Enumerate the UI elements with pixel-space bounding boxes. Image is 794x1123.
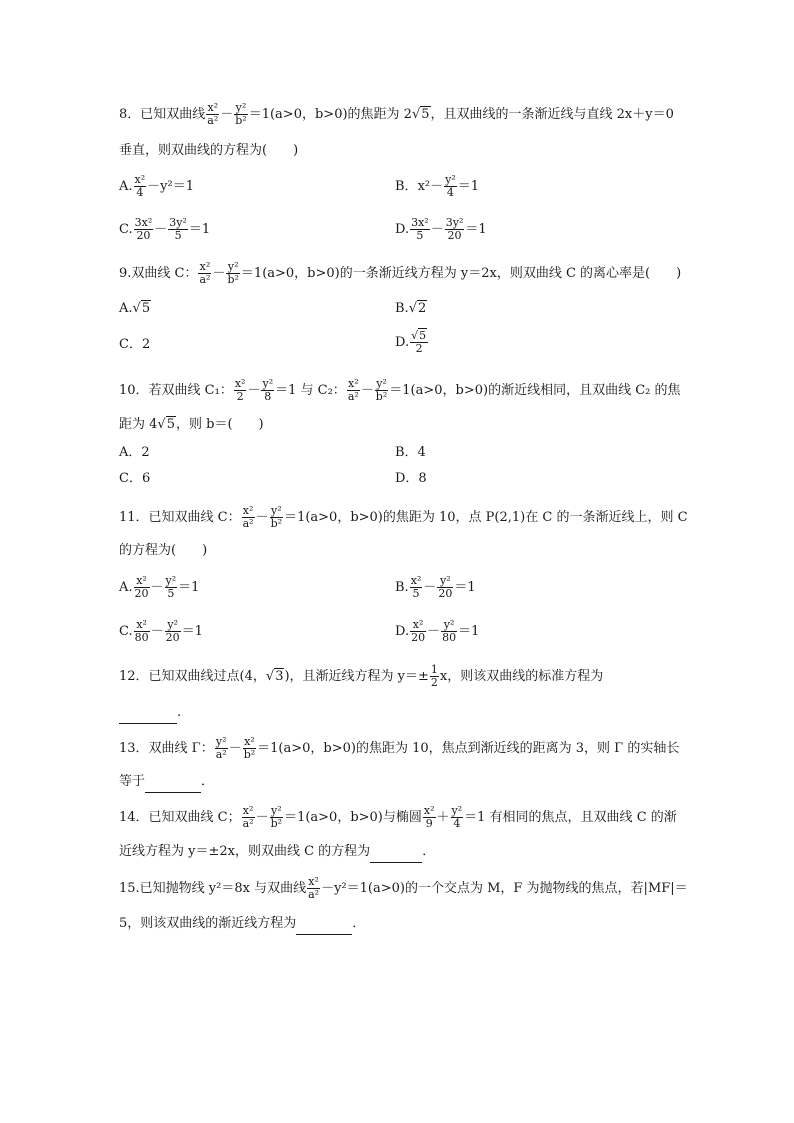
q8-line1: 8．已知双曲线 $\frac{\text{x²}}{\text{a²}}$ － $\frac{\text{y²}}{\text{b²}}$ ＝1(a>0，b>0)的焦距为 2√5，且双曲线的一条渐近线与直线 2x＋y＝0: [119, 101, 674, 127]
q9-option-b[interactable]: B.√2: [395, 301, 427, 316]
q15-line1: 15.已知抛物线 y²＝8x 与双曲线 $\frac{\text{x²}}{\text{a²}}$ －y²＝1(a>0)的一个交点为 M，F 为抛物线的焦点，若|MF|＝: [119, 875, 688, 901]
q9-line1: 9.双曲线 C： $\frac{\text{x²}}{\text{a²}}$ － $\frac{\text{y²}}{\text{b²}}$ ＝1(a>0，b>0)的一条渐近线方程为 y＝2x，则双曲线 C 的离心率是( ): [119, 260, 682, 286]
q11-line1: 11．已知双曲线 C： $\frac{\text{x²}}{\text{a²}}$ － $\frac{\text{y²}}{\text{b²}}$ ＝1(a>0，b>0)的焦距为 10，点 P(2,1)在 C 的一条渐近线上，则 C: [119, 504, 688, 530]
q11-option-a[interactable]: A. $\frac{\text{x²}}{20}$ － $\frac{\text{y²}}{5}$ ＝1: [119, 574, 200, 600]
q10-option-a[interactable]: A．2: [119, 445, 150, 460]
q10-option-b[interactable]: B．4: [395, 445, 426, 460]
answer-blank[interactable]: [145, 778, 201, 793]
fraction: $\frac{\text{x²}}{\text{a²}}$: [207, 101, 219, 127]
q9-option-c[interactable]: C．2: [119, 337, 151, 352]
q14-line2: 近线方程为 y＝±2x，则双曲线 C 的方程为 ．: [119, 841, 435, 863]
q12-line1: 12．已知双曲线过点(4，√3)，且渐近线方程为 y＝± $\frac{1}{2}$ x，则该双曲线的标准方程为: [119, 663, 604, 689]
q8-option-c[interactable]: C. $\frac{\text{3x²}}{20}$ － $\frac{\text{3y²}}{5}$ ＝1: [119, 216, 211, 242]
q13-line2: 等于 ．: [119, 771, 214, 793]
q10-option-c[interactable]: C．6: [119, 471, 151, 486]
q8-line2: 垂直，则双曲线的方程为( ): [119, 143, 299, 158]
q11-option-d[interactable]: D. $\frac{\text{x²}}{20}$ － $\frac{\text{y²}}{80}$ ＝1: [395, 618, 480, 644]
fraction: $\frac{\text{y²}}{\text{b²}}$: [235, 101, 247, 127]
q13-line1: 13．双曲线 Γ： $\frac{\text{y²}}{\text{a²}}$ － $\frac{\text{x²}}{\text{b²}}$ ＝1(a>0，b>0)的焦距为 10，焦点到渐近线的距离为 3，则 Γ 的实轴长: [119, 735, 680, 761]
q14-line1: 14．已知双曲线 C； $\frac{\text{x²}}{\text{a²}}$ － $\frac{\text{y²}}{\text{b²}}$ ＝1(a>0，b>0)与椭圆 $\frac{\text{x²}}{9}$ ＋ $\frac{\text{y²}}{4}$ ＝1 有相同的焦点，且双曲线 C 的渐: [119, 804, 677, 830]
q8-option-b[interactable]: B．x²－ $\frac{\text{y²}}{4}$ ＝1: [395, 173, 480, 199]
q8-option-a[interactable]: A. $\frac{\text{x²}}{4}$ －y²＝1: [119, 173, 194, 199]
q15-line2: 5，则该双曲线的渐近线方程为 ．: [119, 913, 365, 935]
q11-option-b[interactable]: B. $\frac{\text{x²}}{5}$ － $\frac{\text{y²}}{20}$ ＝1: [395, 574, 476, 600]
q11-line2: 的方程为( ): [119, 543, 208, 558]
q10-option-d[interactable]: D．8: [395, 471, 427, 486]
q10-line1: 10．若双曲线 C₁： $\frac{\text{x²}}{2}$ － $\frac{\text{y²}}{8}$ ＝1 与 C₂： $\frac{\text{x²}}{\text{a²}}$ － $\frac{\text{y²}}{\text{b²}}$ ＝1(a>0，b>0)的渐近线相同，且双曲线 C₂ 的焦: [119, 377, 681, 403]
answer-blank[interactable]: [119, 709, 177, 724]
answer-blank[interactable]: [296, 920, 352, 935]
q11-option-c[interactable]: C. $\frac{\text{x²}}{80}$ － $\frac{\text{y²}}{20}$ ＝1: [119, 618, 203, 644]
answer-blank[interactable]: [370, 848, 422, 863]
q8-option-d[interactable]: D. $\frac{\text{3x²}}{5}$ － $\frac{\text{3y²}}{20}$ ＝1: [395, 216, 487, 242]
q12-line2: .: [119, 702, 181, 724]
sqrt: √5: [411, 107, 430, 122]
q10-line2: 距为 4√5，则 b＝( ): [119, 417, 264, 432]
q9-option-a[interactable]: A.√5: [119, 301, 151, 316]
q8-stem-start: 8．已知双曲线: [119, 107, 206, 122]
q9-option-d[interactable]: D. $\frac{√5}{2}$: [395, 329, 427, 355]
